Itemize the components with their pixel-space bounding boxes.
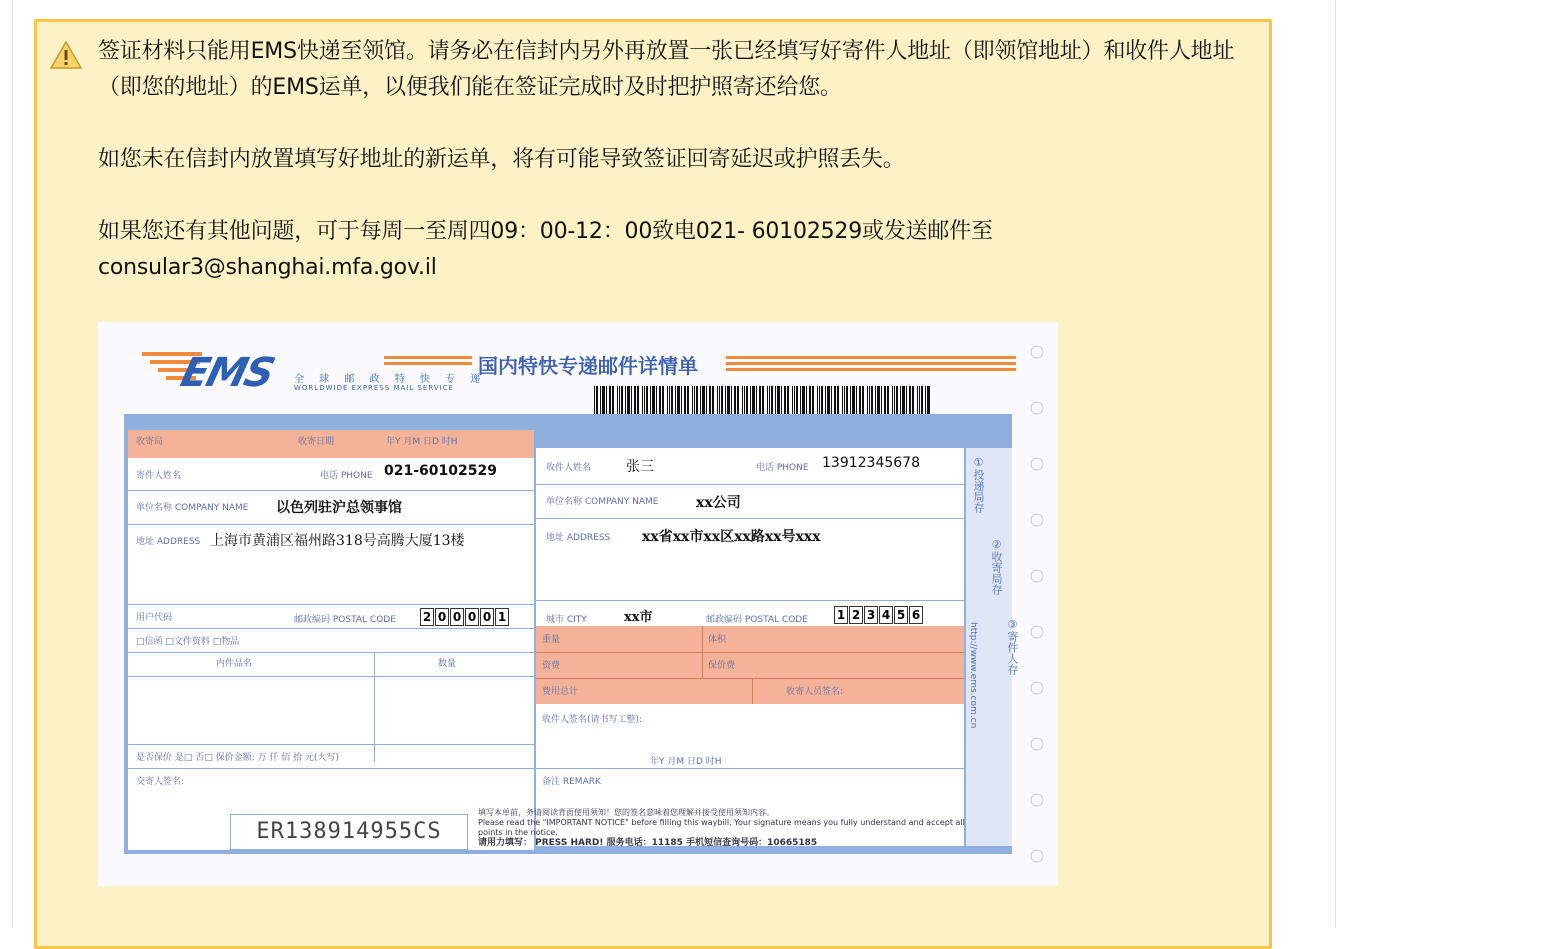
row-divider bbox=[128, 604, 534, 605]
row-divider bbox=[536, 652, 964, 653]
row-divider bbox=[128, 744, 534, 745]
row-divider bbox=[536, 678, 964, 679]
feed-hole bbox=[1031, 682, 1043, 694]
row-divider bbox=[128, 628, 534, 629]
feed-hole bbox=[1031, 626, 1043, 638]
row-divider bbox=[128, 524, 534, 525]
recipient-phone-label: 电话 PHONE bbox=[756, 463, 809, 473]
weight-label: 重量 bbox=[542, 635, 561, 645]
recipient-name: 张三 bbox=[626, 459, 654, 475]
row-divider bbox=[128, 676, 534, 677]
warning-notice-box bbox=[34, 19, 1272, 949]
feed-hole bbox=[1031, 346, 1043, 358]
recipient-company: xx公司 bbox=[696, 495, 741, 511]
accepted-date-label: 收寄日期 bbox=[298, 437, 335, 447]
column-divider bbox=[702, 626, 703, 678]
recipient-city-label: 城市 CITY bbox=[546, 615, 587, 625]
recipient-company-label: 单位名称 COMPANY NAME bbox=[546, 497, 659, 507]
recipient-address-label: 地址 ADDRESS bbox=[546, 533, 611, 543]
left-divider bbox=[12, 0, 13, 928]
recipient-name-label: 收件人姓名 bbox=[546, 463, 592, 473]
ems-logo: EMS bbox=[176, 350, 278, 396]
postal-digit: 5 bbox=[894, 606, 908, 624]
postal-digit: 0 bbox=[450, 608, 464, 626]
postal-digit: 1 bbox=[834, 606, 848, 624]
notice-en: Please read the "IMPORTANT NOTICE" before filling this waybill. Your signature means you fully understand and accept all points in the notice. bbox=[478, 818, 965, 837]
charge-label: 资费 bbox=[542, 661, 561, 671]
sender-signature-label: 交寄人签名: bbox=[136, 777, 185, 787]
origin-office-label: 收寄局 bbox=[136, 437, 164, 447]
title-stripe bbox=[384, 356, 472, 359]
ems-url: http://www.ems.com.cn bbox=[968, 622, 978, 729]
item-types-label: □信函 □文件资料 □物品 bbox=[136, 637, 240, 647]
row-divider bbox=[536, 600, 964, 601]
postal-digit: 0 bbox=[465, 608, 479, 626]
contents-label: 内件品名 bbox=[216, 659, 253, 669]
feed-hole bbox=[1031, 402, 1043, 414]
customer-code-label: 用户代码 bbox=[136, 613, 173, 623]
feed-hole bbox=[1031, 514, 1043, 526]
ems-logo-subtitle-en: WORLDWIDE EXPRESS MAIL SERVICE bbox=[294, 384, 454, 392]
sender-company: 以色列驻沪总领事馆 bbox=[276, 500, 402, 516]
sender-postal-code bbox=[420, 608, 509, 626]
recipient-address: xx省xx市xx区xx路xx号xxx bbox=[642, 529, 821, 545]
receiver-signature-label: 收件人签名(请书写工整): bbox=[542, 715, 643, 725]
postal-digit: 0 bbox=[480, 608, 494, 626]
sender-phone-label: 电话 PHONE bbox=[320, 471, 373, 481]
sender-postal-label: 邮政编码 POSTAL CODE bbox=[294, 615, 396, 625]
postal-digit: 0 bbox=[435, 608, 449, 626]
column-divider bbox=[752, 678, 753, 704]
sender-address-label: 地址 ADDRESS bbox=[136, 537, 201, 547]
row-divider bbox=[536, 768, 964, 769]
sender-address: 上海市黄浦区福州路318号高腾大厦13楼 bbox=[210, 533, 465, 549]
copy-1-label: ①投递局存 bbox=[972, 456, 985, 513]
warning-paragraph-3: 如果您还有其他问题，可于每周一至周四09：00-12：00致电021- 60102529或发送邮件至consular3@shanghai.mfa.gov.il bbox=[98, 219, 993, 280]
feed-hole bbox=[1031, 738, 1043, 750]
postal-digit: 3 bbox=[864, 606, 878, 624]
warning-paragraph-2: 如您未在信封内放置填写好地址的新运单，将有可能导致签证回寄延迟或护照丢失。 bbox=[98, 147, 905, 172]
postal-digit: 4 bbox=[879, 606, 893, 624]
row-divider bbox=[536, 484, 964, 485]
volume-label: 体积 bbox=[708, 635, 727, 645]
feed-hole bbox=[1031, 570, 1043, 582]
row-divider bbox=[128, 652, 534, 653]
title-stripe bbox=[726, 356, 1016, 359]
copy-2-label: ②收寄局存 bbox=[990, 538, 1003, 595]
postal-digit: 2 bbox=[420, 608, 434, 626]
charges-block bbox=[536, 626, 964, 704]
insured-label: 是否保价 是□ 否□ 保价金额: 万 仟 佰 拾 元(大写) bbox=[136, 753, 339, 763]
row-divider bbox=[128, 768, 534, 769]
waybill-notice bbox=[478, 808, 978, 848]
warning-icon bbox=[49, 40, 83, 70]
warning-text bbox=[98, 34, 1263, 286]
notice-cn: 填写本单前，务请阅读背面使用须知！您的签名意味着您理解并接受使用须知内容。 bbox=[478, 808, 774, 817]
row-divider bbox=[128, 490, 534, 491]
tractor-holes bbox=[1026, 342, 1048, 882]
right-divider bbox=[1335, 0, 1336, 928]
postal-digit: 2 bbox=[849, 606, 863, 624]
feed-hole bbox=[1031, 794, 1043, 806]
amount-label: 数量 bbox=[438, 659, 457, 669]
waybill-title: 国内特快专递邮件详情单 bbox=[478, 354, 698, 378]
postal-digit: 1 bbox=[495, 608, 509, 626]
tracking-number: ER138914955CS bbox=[230, 814, 468, 850]
feed-hole bbox=[1031, 458, 1043, 470]
recipient-city: xx市 bbox=[624, 610, 653, 625]
notice-footer: 请用力填写： PRESS HARD! 服务电话：11185 手机短信查询号码：10665185 bbox=[478, 838, 818, 848]
accepted-by-label: 收寄人员签名: bbox=[786, 687, 844, 697]
feed-hole bbox=[1031, 850, 1043, 862]
row-divider bbox=[536, 518, 964, 519]
postal-digit: 6 bbox=[909, 606, 923, 624]
sender-name-label: 寄件人姓名 bbox=[136, 471, 182, 481]
ems-waybill-image bbox=[98, 322, 1058, 886]
warning-paragraph-1: 签证材料只能用EMS快递至领馆。请务必在信封内另外再放置一张已经填写好寄件人地址（即领馆地址）和收件人地址（即您的地址）的EMS运单，以便我们能在签证完成时及时把护照寄还给您。 bbox=[98, 39, 1235, 100]
ems-logo-subtitle-cn: 全 球 邮 政 特 快 专 递 bbox=[294, 374, 487, 385]
recipient-phone: 13912345678 bbox=[822, 455, 920, 471]
recipient-postal-code bbox=[834, 606, 923, 624]
title-stripe bbox=[384, 362, 472, 365]
title-stripe bbox=[726, 368, 1016, 371]
receiver-date-units: 年Y 月M 日D 时H bbox=[650, 757, 722, 767]
date-units-label: 年Y 月M 日D 时H bbox=[386, 437, 458, 447]
sender-phone: 021-60102529 bbox=[384, 463, 497, 479]
recipient-postal-label: 邮政编码 POSTAL CODE bbox=[706, 615, 808, 625]
title-stripe bbox=[726, 362, 1016, 365]
sender-company-label: 单位名称 COMPANY NAME bbox=[136, 503, 249, 513]
remark-label: 备注 REMARK bbox=[542, 777, 601, 787]
insurance-fee-label: 保价费 bbox=[708, 661, 736, 671]
total-charge-label: 费用总计 bbox=[542, 687, 579, 697]
column-divider bbox=[374, 652, 375, 762]
copy-3-label: ③寄件人存 bbox=[1006, 618, 1019, 675]
